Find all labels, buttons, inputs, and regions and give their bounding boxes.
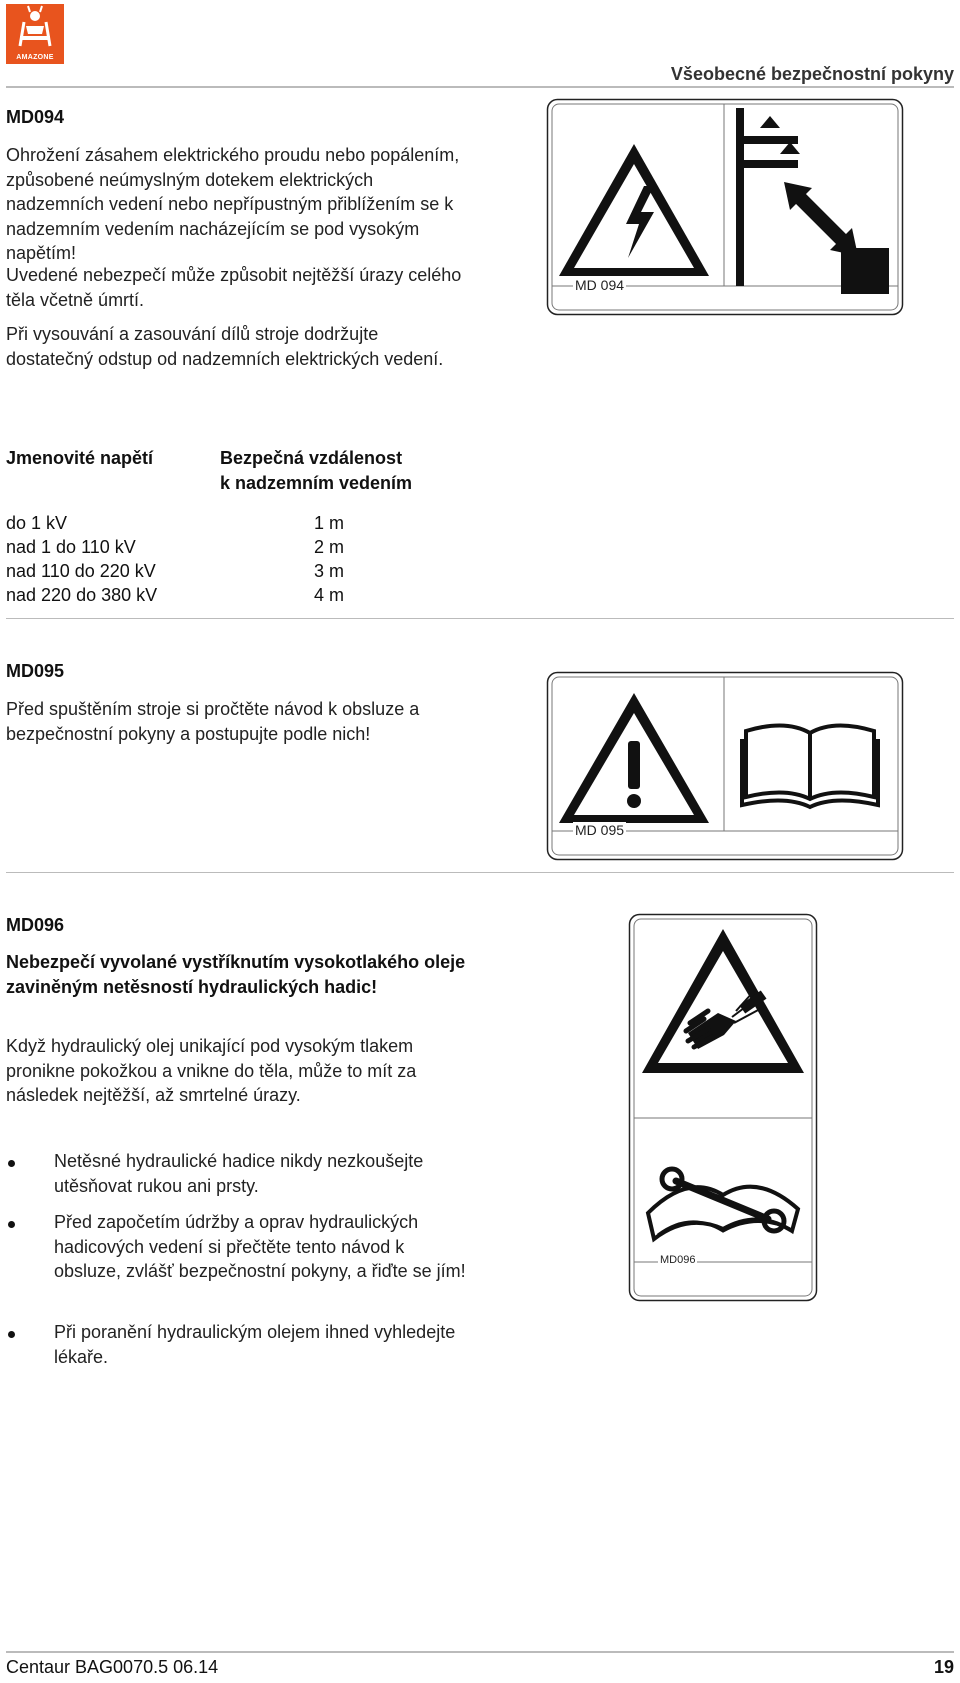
table-header-voltage: Jmenovité napětí <box>6 448 154 468</box>
page-number: 19 <box>933 1657 954 1677</box>
table-header-distance-line2: k nadzemním vedením <box>220 473 413 493</box>
md096-bullet-2: Před započetím údržby a oprav hydraulických hadicových vedení si přečtěte tento návod k obsluze, zvlášť bezpečnostní pokyny, a řiďte se jím! <box>54 1212 466 1281</box>
md094-paragraph-2: Uvedené nebezpečí může způsobit nejtěžší úrazy celého těla včetně úmrtí. <box>6 265 462 310</box>
amazone-logo <box>6 4 64 64</box>
md096-warning: Nebezpečí vyvolané vystříknutím vysokotlakého oleje zaviněným netěsností hydraulických hadic! <box>6 952 466 997</box>
table-cell-voltage: nad 1 do 110 kV <box>6 537 136 557</box>
md094-safety-sign <box>546 98 904 316</box>
table-cell-voltage: nad 110 do 220 kV <box>6 561 156 581</box>
md095-text: Před spuštěním stroje si pročtěte návod k obsluze a bezpečnostní pokyny a postupujte podle nich! <box>6 699 420 744</box>
md094-paragraph-1: Ohrožení zásahem elektrického proudu nebo popálením, způsobené neúmyslným dotekem elektrických nadzemních vedení nebo nepřípustným přiblížením se k nadzemním vedením nacházejícím se pod vysokým napětím! <box>6 145 460 263</box>
md095-sign-label: MD 095 <box>575 822 625 838</box>
table-cell-distance: 4 m <box>314 585 345 605</box>
table-cell-voltage: do 1 kV <box>6 513 68 533</box>
md094-code: MD094 <box>6 107 65 127</box>
md096-text: Když hydraulický olej unikající pod vysokým tlakem pronikne pokožkou a vnikne do těla, může to mít za následek nejtěžší, až smrtelné úrazy. <box>6 1036 417 1105</box>
table-cell-distance: 3 m <box>314 561 345 581</box>
md096-bullet-1: Netěsné hydraulické hadice nikdy nezkoušejte utěsňovat rukou ani prsty. <box>54 1151 424 1196</box>
md094-sign-label: MD 094 <box>575 277 625 293</box>
md096-bullet-3: Při poranění hydraulickým olejem ihned vyhledejte lékaře. <box>54 1322 456 1367</box>
sower-logo-icon <box>6 4 64 50</box>
table-cell-distance: 1 m <box>314 513 345 533</box>
table-header-distance-line1: Bezpečná vzdálenost <box>220 448 403 468</box>
table-cell-distance: 2 m <box>314 537 345 557</box>
md094-paragraph-3: Při vysouvání a zasouvání dílů stroje dodržujte dostatečný odstup od nadzemních elektrických vedení. <box>6 324 444 369</box>
bullet-icon <box>8 1160 15 1167</box>
md095-safety-sign <box>546 671 904 861</box>
table-cell-voltage: nad 220 do 380 kV <box>6 585 158 605</box>
footer-doc-ref: Centaur BAG0070.5 06.14 <box>6 1657 219 1677</box>
md096-safety-sign <box>628 913 818 1302</box>
header-rule <box>6 86 954 88</box>
md096-sign-label: MD096 <box>660 1254 696 1266</box>
md095-code: MD095 <box>6 661 65 681</box>
md096-code: MD096 <box>6 915 65 935</box>
section-divider <box>6 872 954 873</box>
bullet-icon <box>8 1331 15 1338</box>
logo-text: AMAZONE <box>16 54 54 61</box>
footer-rule <box>6 1651 954 1653</box>
section-divider <box>6 618 954 619</box>
bullet-icon <box>8 1221 15 1228</box>
section-title: Všeobecné bezpečnostní pokyny <box>670 64 954 84</box>
